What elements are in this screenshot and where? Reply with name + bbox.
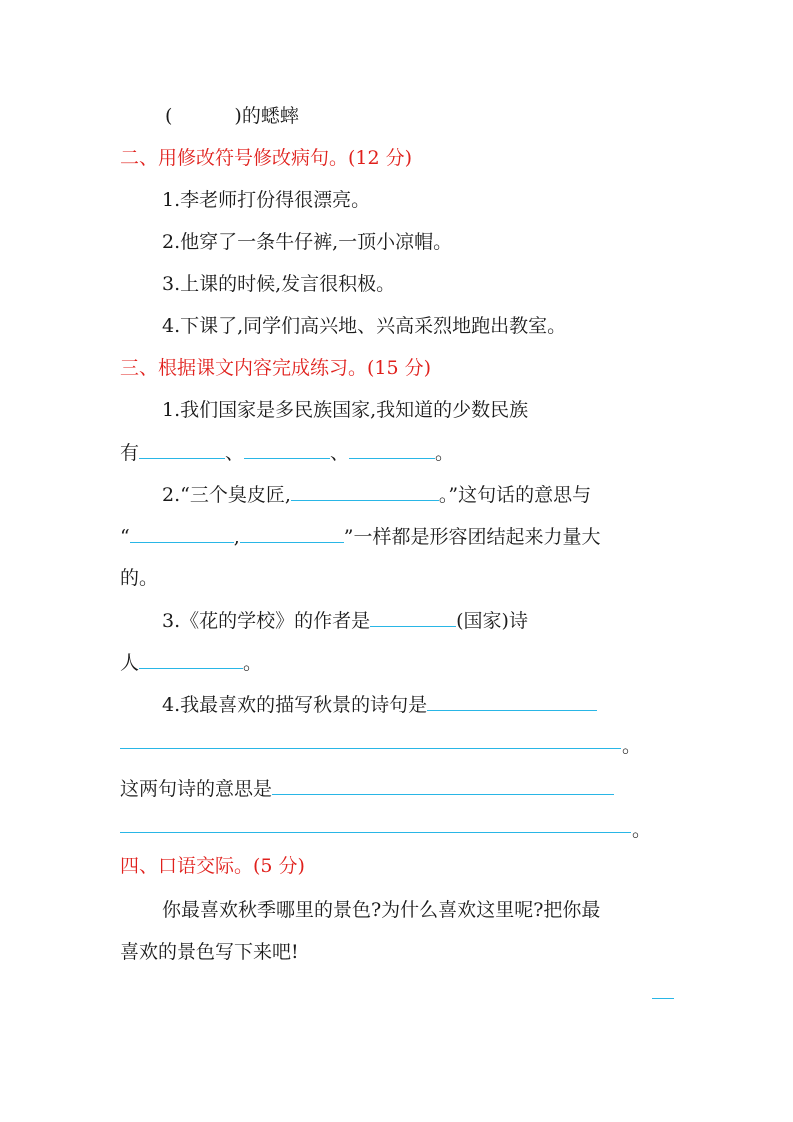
section4-title: 四、口语交际。(5 分)	[120, 855, 305, 877]
q4-blank-4[interactable]	[120, 832, 631, 833]
q1-line1: 1.我们国家是多民族国家,我知道的少数民族	[162, 399, 529, 421]
q1-sep-2: 、	[330, 442, 350, 464]
q2-start: 2.“三个臭皮匠,	[162, 484, 291, 506]
q3-blank-2[interactable]	[139, 650, 243, 669]
q2-open: “	[120, 526, 130, 548]
q2-blank-3[interactable]	[240, 524, 344, 543]
q4-blank-3[interactable]	[272, 776, 614, 795]
q1-line2	[120, 440, 454, 464]
section3-title: 三、根据课文内容完成练习。(15 分)	[120, 357, 432, 379]
open-paren: (	[165, 105, 173, 127]
q1-blank-1[interactable]	[139, 440, 225, 459]
q1-you: 有	[120, 442, 140, 464]
q2-after: 。”这句话的意思与	[438, 484, 592, 506]
q2-line1	[162, 482, 591, 506]
section2-title: 二、用修改符号修改病句。(12 分)	[120, 147, 413, 169]
q1-end: 。	[435, 442, 455, 464]
q4-end-2: 。	[632, 819, 652, 841]
q4-meaning: 这两句诗的意思是	[120, 778, 273, 800]
section2-item-2: 2.他穿了一条牛仔裤,一顶小凉帽。	[162, 231, 453, 253]
section2-item-4: 4.下课了,同学们高兴地、兴高采烈地跑出教室。	[162, 315, 567, 337]
q2-tail: 的。	[120, 567, 159, 589]
cricket-text: )的蟋蟀	[234, 105, 299, 127]
writing-line-mark[interactable]	[652, 998, 674, 999]
q3-line2	[120, 650, 262, 674]
q2-blank-1[interactable]	[291, 482, 439, 501]
section4-line2: 喜欢的景色写下来吧!	[120, 941, 299, 963]
q4-blank-1[interactable]	[427, 692, 597, 711]
section2-item-3: 3.上课的时候,发言很积极。	[162, 273, 396, 295]
prev-question-tail	[165, 104, 299, 128]
q4-end: 。	[622, 735, 642, 757]
q3-ren: 人	[120, 652, 140, 674]
q3-start: 3.《花的学校》的作者是	[162, 610, 371, 632]
q1-blank-2[interactable]	[244, 440, 330, 459]
q3-blank-1[interactable]	[370, 608, 456, 627]
section2-item-1: 1.李老师打份得很漂亮。	[162, 189, 371, 211]
q3-line1	[162, 608, 528, 632]
q2-blank-2[interactable]	[130, 524, 234, 543]
q2-line2	[120, 524, 600, 548]
q3-mid: (国家)诗	[456, 610, 528, 632]
q3-end: 。	[243, 652, 263, 674]
section4-line1: 你最喜欢秋季哪里的景色?为什么喜欢这里呢?把你最	[162, 899, 601, 921]
q4-line1	[162, 692, 597, 716]
q1-sep-1: 、	[225, 442, 245, 464]
q4-line3	[120, 776, 614, 800]
q2-comma: ,	[233, 526, 240, 548]
q1-blank-3[interactable]	[349, 440, 435, 459]
q4-blank-2[interactable]	[120, 748, 621, 749]
q2-rest: ”一样都是形容团结起来力量大	[343, 526, 601, 548]
q4-start: 4.我最喜欢的描写秋景的诗句是	[162, 694, 428, 716]
